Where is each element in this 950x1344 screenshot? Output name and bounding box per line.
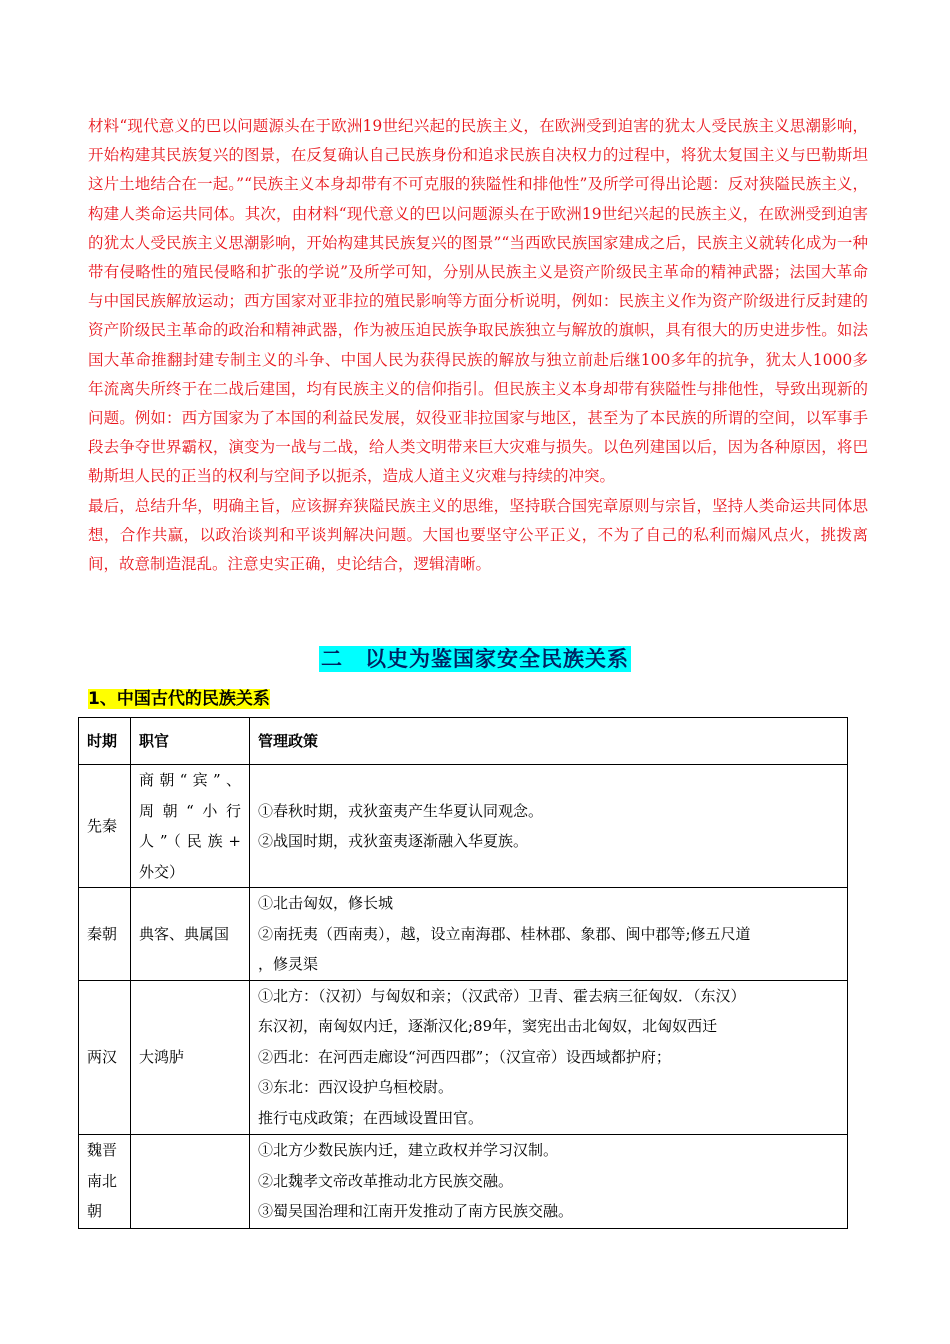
- subsection-title-text: 1、中国古代的民族关系: [88, 689, 270, 709]
- official-cell: 典客、典属国: [131, 888, 250, 981]
- period-line: 朝: [87, 1202, 103, 1221]
- policy-cell: [250, 1134, 848, 1228]
- header-policy: 管理政策: [250, 718, 848, 765]
- policy-line: ①北击匈奴，修长城: [258, 894, 394, 912]
- official-cell: 大鸿胪: [131, 980, 250, 1134]
- section-heading: [0, 643, 950, 673]
- table-header-row: [79, 718, 848, 765]
- official-line: 外交）: [139, 862, 185, 881]
- policy-line: ①北方：（汉初）与匈奴和亲；（汉武帝）卫青、霍去病三征匈奴．（东汉）: [258, 986, 746, 1005]
- paragraph: 材料“现代意义的巴以问题源头在于欧洲19世纪兴起的民族主义，在欧洲受到迫害的犹太人受民族主义思潮影响，开始构建其民族复兴的图景，在反复确认自己民族身份和追求民族自决权力的过程中，将犹太复国主义与巴勒斯坦这片土地结合在一起。”“民族主义本身却带有不可克服的狭隘性和排他性”及所学可得出论题：反对狭隘民族主义，构建人类命运共同体。其次，由材料“现代意义的巴以问题源头在于欧洲19世纪兴起的民族主义，在欧洲受到迫害的犹太人受民族主义思潮影响，开始构建其民族复兴的图景”“当西欧民族国家建成之后，民族主义就转化成为一种带有侵略性的殖民侵略和扩张的学说”及所学可知，分别从民族主义是资产阶级民主革命的精神武器；法国大革命与中国民族解放运动；西方国家对亚非拉的殖民影响等方面分析说明，例如：民族主义作为资产阶级进行反封建的资产阶级民主革命的政治和精神武器，作为被压迫民族争取民族独立与解放的旗帜，具有很大的历史进步性。如法国大革命推翻封建专制主义的斗争、中国人民为获得民族的解放与独立前赴后继100多年的抗争，犹太人1000多年流离失所终于在二战后建国，均有民族主义的信仰指引。但民族主义本身却带有狭隘性与排他性，导致出现新的问题。例如：西方国家为了本国的利益民发展，奴役亚非拉国家与地区，甚至为了本民族的所谓的空间，以军事手段去争夺世界霸权，演变为一战与二战，给人类文明带来巨大灾难与损失。以色列建国以后，因为各种原因，将巴勒斯坦人民的正当的权利与空间予以扼杀，造成人道主义灾难与持续的冲突。: [88, 117, 868, 486]
- header-period: 时期: [79, 718, 131, 765]
- period-cell: 秦朝: [79, 888, 131, 981]
- policy-cell: [250, 765, 848, 888]
- paragraph: 最后，总结升华，明确主旨，应该摒弃狭隘民族主义的思维，坚持联合国宪章原则与宗旨，坚持人类命运共同体思想，合作共赢，以政治谈判和平谈判解决问题。大国也要坚守公平正义，不为了自己的私利而煽风点火，挑拨离间，故意制造混乱。注意史实正确，史论结合，逻辑清晰。: [88, 496, 868, 574]
- policy-line: ②南抚夷（西南夷），越，设立南海郡、桂林郡、象郡、闽中郡等;修五尺道: [258, 924, 751, 943]
- policy-line: 东汉初，南匈奴内迁，逐渐汉化;89年，窦宪出击北匈奴，北匈奴西迁: [258, 1017, 718, 1036]
- period-cell: 先秦: [79, 765, 131, 888]
- official-cell: [131, 765, 250, 888]
- period-cell: [79, 1134, 131, 1228]
- policy-cell: [250, 980, 848, 1134]
- policy-line: ①春秋时期，戎狄蛮夷产生华夏认同观念。: [258, 801, 544, 820]
- official-cell: [131, 1134, 250, 1228]
- period-line: 南北: [87, 1171, 118, 1190]
- policy-cell: [250, 888, 848, 981]
- period-line: 魏晋: [87, 1141, 118, 1160]
- official-line: 商朝“宾”、: [139, 771, 241, 789]
- table-row: [79, 1134, 848, 1228]
- policy-line: ，修灵渠: [258, 955, 319, 973]
- policy-line: 推行屯戍政策；在西域设置田官。: [258, 1108, 484, 1127]
- section-title-text: 二 以史为鉴国家安全民族关系: [321, 647, 629, 671]
- material-analysis-text: [88, 112, 868, 579]
- official-line: 人”（民族+: [139, 832, 241, 850]
- table-row: [79, 980, 848, 1134]
- table-row: [79, 888, 848, 981]
- period-cell: 两汉: [79, 980, 131, 1134]
- policy-line: ①北方少数民族内迁，建立政权并学习汉制。: [258, 1141, 559, 1160]
- policy-line: ②西北：在河西走廊设“河西四郡”；（汉宣帝）设西域都护府；: [258, 1047, 671, 1066]
- table-row: [79, 765, 848, 888]
- policy-line: ③东北：西汉设护乌桓校尉。: [258, 1078, 454, 1097]
- official-line: 周朝“小行: [139, 801, 241, 820]
- ethnic-relations-table: [78, 717, 848, 1229]
- subsection-heading: [88, 684, 270, 709]
- header-official: 职官: [131, 718, 250, 765]
- policy-line: ②战国时期，戎狄蛮夷逐渐融入华夏族。: [258, 832, 529, 850]
- policy-line: ②北魏孝文帝改革推动北方民族交融。: [258, 1171, 514, 1190]
- policy-line: ③蜀吴国治理和江南开发推动了南方民族交融。: [258, 1202, 574, 1221]
